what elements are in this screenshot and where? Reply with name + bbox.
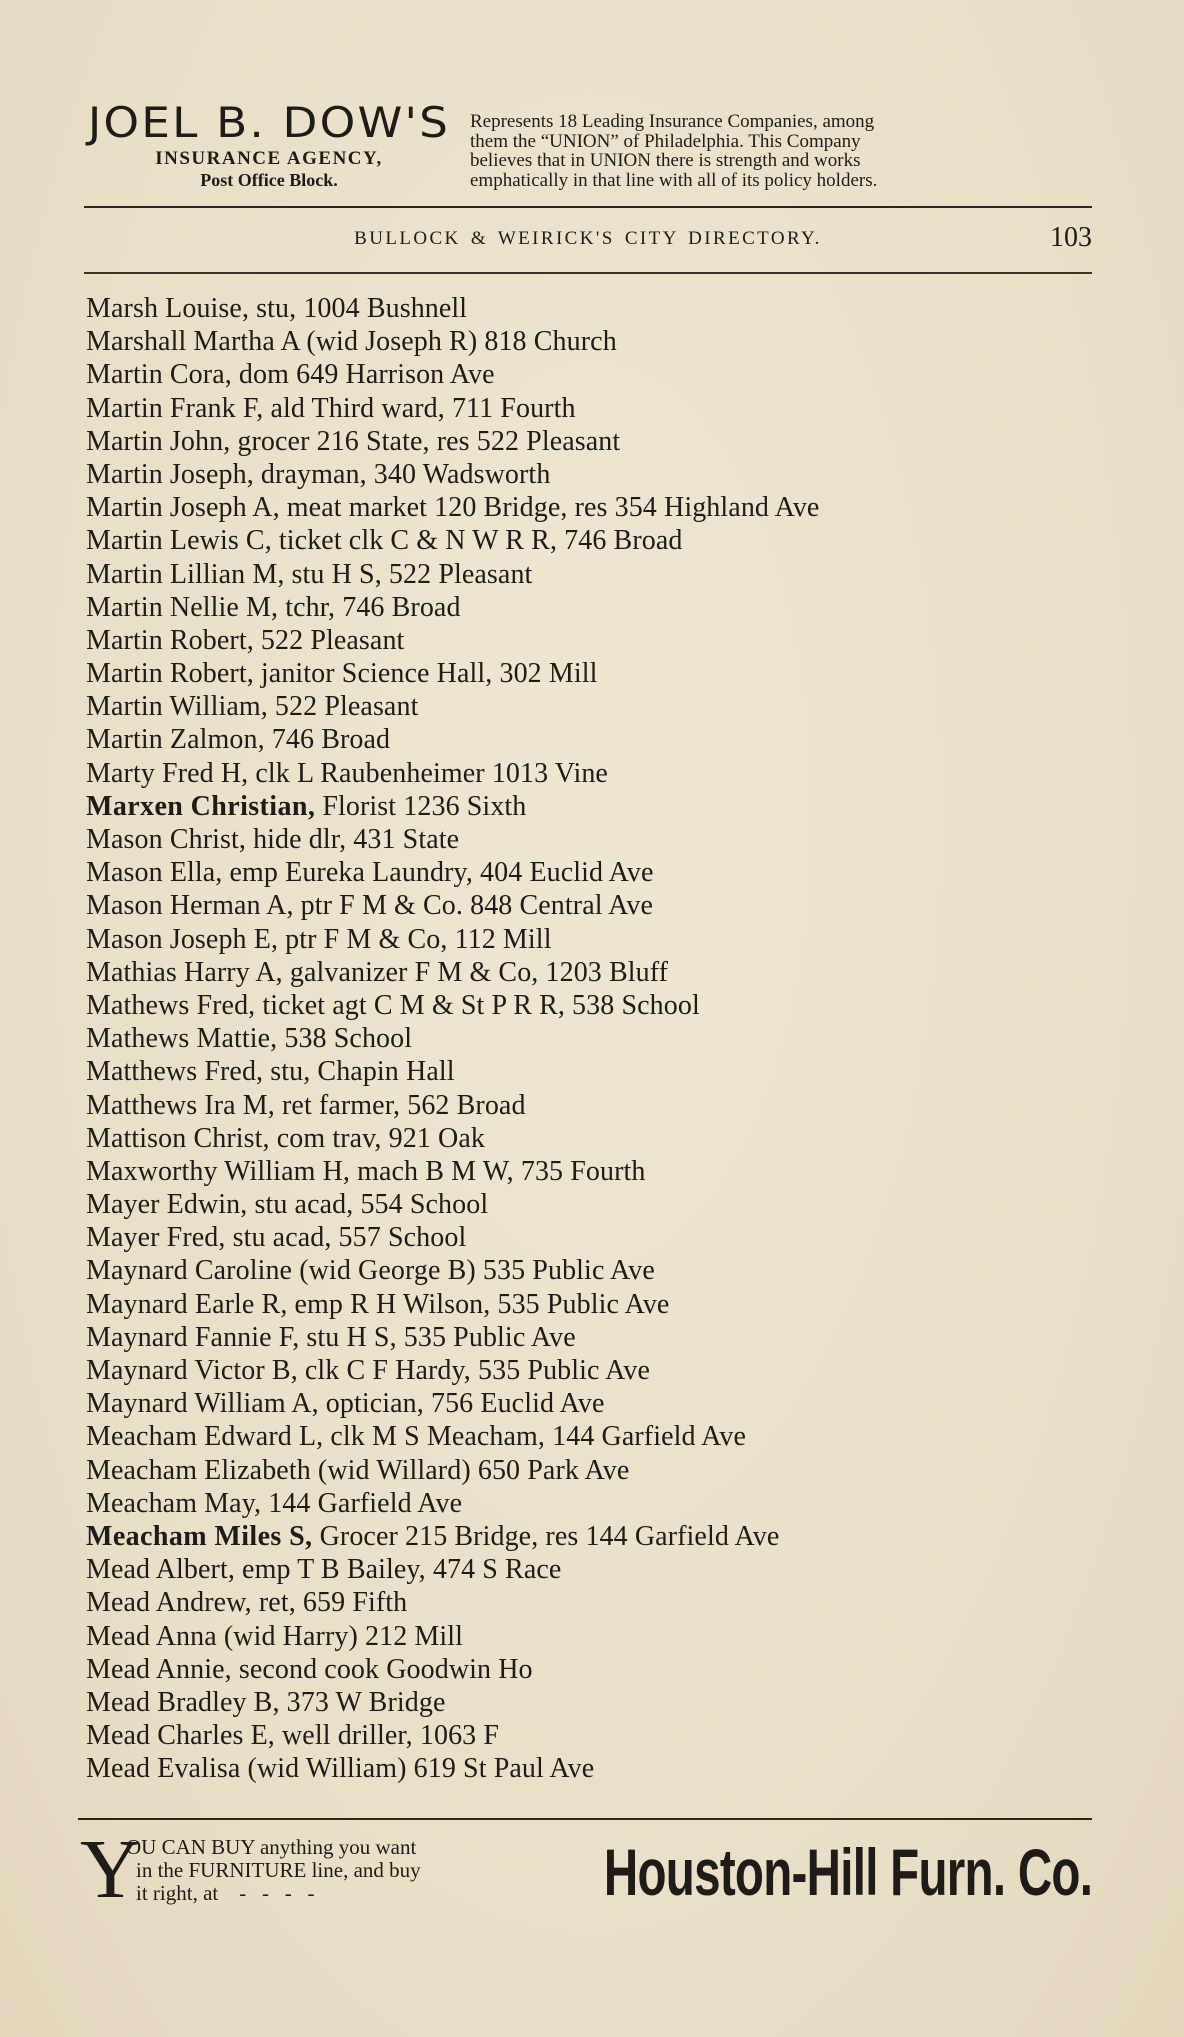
entry-text: Mead Albert, emp T B Bailey, 474 S Race bbox=[86, 1554, 562, 1586]
entry-text: Matthews Fred, stu, Chapin Hall bbox=[86, 1056, 455, 1088]
directory-entry bbox=[86, 923, 1096, 956]
directory-entry bbox=[86, 823, 1096, 856]
directory-entry bbox=[86, 889, 1096, 922]
directory-entry bbox=[86, 1254, 1096, 1287]
entry-text: Martin Frank F, ald Third ward, 711 Fourth bbox=[86, 392, 576, 424]
directory-entry bbox=[86, 458, 1096, 491]
entry-text: Grocer 215 Bridge, res 144 Garfield Ave bbox=[312, 1520, 780, 1552]
directory-entry bbox=[86, 292, 1096, 325]
top-divider bbox=[84, 206, 1092, 208]
directory-entry bbox=[86, 657, 1096, 690]
entry-text: Martin Joseph, drayman, 340 Wadsworth bbox=[86, 458, 551, 490]
running-header bbox=[84, 222, 1092, 262]
furniture-advertisement bbox=[80, 1823, 1092, 1944]
furniture-company-name: Houston-Hill Furn. Co. bbox=[603, 1835, 1092, 1909]
directory-entry bbox=[86, 690, 1096, 723]
entry-text: Mathews Mattie, 538 School bbox=[86, 1023, 413, 1055]
agency-description-line: believes that in UNION there is strength and works bbox=[470, 150, 861, 171]
directory-entry bbox=[86, 1122, 1096, 1155]
directory-entries bbox=[86, 292, 1096, 1785]
directory-entry bbox=[86, 1089, 1096, 1122]
directory-entry bbox=[86, 1653, 1096, 1686]
directory-entry bbox=[86, 1420, 1096, 1453]
entry-text: Martin Robert, janitor Science Hall, 302 Mill bbox=[86, 658, 598, 690]
entry-bold-name: Marxen Christian, bbox=[86, 790, 316, 822]
directory-entry bbox=[86, 989, 1096, 1022]
entry-text: Martin Robert, 522 Pleasant bbox=[86, 624, 405, 656]
entry-text: Marsh Louise, stu, 1004 Bushnell bbox=[86, 293, 468, 324]
entry-text: Maynard Victor B, clk C F Hardy, 535 Public Ave bbox=[86, 1355, 650, 1386]
entry-text: Maynard Earle R, emp R H Wilson, 535 Public Ave bbox=[86, 1288, 670, 1320]
entry-text: Martin Lewis C, ticket clk C & N W R R, 746 Broad bbox=[86, 525, 683, 557]
entry-text: Florist 1236 Sixth bbox=[315, 790, 527, 822]
directory-entry bbox=[86, 1188, 1096, 1221]
entry-text: Mason Joseph E, ptr F M & Co, 112 Mill bbox=[86, 923, 552, 955]
directory-entry bbox=[86, 1155, 1096, 1188]
agency-description bbox=[470, 112, 1178, 190]
entry-text: Mead Evalisa (wid William) 619 St Paul Ave bbox=[86, 1753, 595, 1785]
entry-text: Mathias Harry A, galvanizer F M & Co, 1203 Bluff bbox=[86, 956, 669, 988]
entry-text: Martin William, 522 Pleasant bbox=[86, 691, 419, 723]
directory-entry bbox=[86, 1022, 1096, 1055]
insurance-advertisement bbox=[84, 100, 1092, 200]
directory-entry bbox=[86, 1454, 1096, 1487]
entry-text: Martin Cora, dom 649 Harrison Ave bbox=[86, 359, 495, 391]
directory-entry bbox=[86, 1620, 1096, 1653]
directory-entry bbox=[86, 624, 1096, 657]
entry-text: Mead Annie, second cook Goodwin Ho bbox=[86, 1653, 533, 1685]
entry-text: Meacham Elizabeth (wid Willard) 650 Park Ave bbox=[86, 1454, 630, 1486]
entry-text: Meacham Edward L, clk M S Meacham, 144 Garfield Ave bbox=[86, 1421, 747, 1453]
entry-text: Mason Herman A, ptr F M & Co. 848 Central Ave bbox=[86, 890, 654, 922]
entry-text: Mayer Fred, stu acad, 557 School bbox=[86, 1222, 467, 1254]
agency-owner-name: JOEL B. DOW'S bbox=[87, 98, 451, 147]
directory-entry bbox=[86, 425, 1096, 458]
agency-address: Post Office Block. bbox=[200, 170, 338, 190]
entry-text: Mathews Fred, ticket agt C M & St P R R, 538 School bbox=[86, 989, 700, 1021]
agency-description-line: Represents 18 Leading Insurance Companies, among bbox=[470, 111, 875, 132]
entry-text: Mead Andrew, ret, 659 Fifth bbox=[86, 1587, 408, 1619]
directory-entry bbox=[86, 1752, 1096, 1785]
agency-description-line: them the “UNION” of Philadelphia. This Company bbox=[470, 130, 861, 152]
directory-entry bbox=[86, 358, 1096, 391]
directory-entry bbox=[86, 1055, 1096, 1088]
entry-text: Maynard Fannie F, stu H S, 535 Public Ave bbox=[86, 1321, 576, 1353]
directory-entry bbox=[86, 1686, 1096, 1719]
entry-text: Maynard William A, optician, 756 Euclid Ave bbox=[86, 1388, 605, 1420]
entry-text: Martin Lillian M, stu H S, 522 Pleasant bbox=[86, 558, 533, 590]
entry-text: Mattison Christ, com trav, 921 Oak bbox=[86, 1122, 485, 1154]
directory-entry bbox=[86, 757, 1096, 790]
entry-text: Martin Joseph A, meat market 120 Bridge, res 354 Highland Ave bbox=[86, 492, 820, 524]
entry-text: Marshall Martha A (wid Joseph R) 818 Church bbox=[86, 326, 617, 358]
entry-text: Mead Anna (wid Harry) 212 Mill bbox=[86, 1620, 464, 1652]
furniture-ad-line: in the FURNITURE line, and buy bbox=[136, 1858, 421, 1882]
header-divider bbox=[84, 272, 1092, 274]
bottom-divider bbox=[78, 1818, 1092, 1820]
directory-entry bbox=[86, 1221, 1096, 1254]
furniture-ad-line: OU CAN BUY anything you want bbox=[126, 1835, 417, 1859]
entry-text: Mayer Edwin, stu acad, 554 School bbox=[86, 1189, 489, 1221]
entry-text: Martin John, grocer 216 State, res 522 Pleasant bbox=[86, 425, 621, 457]
entry-text: Martin Nellie M, tchr, 746 Broad bbox=[86, 591, 461, 623]
entry-text: Meacham May, 144 Garfield Ave bbox=[86, 1487, 463, 1519]
agency-label: INSURANCE AGENCY, bbox=[155, 148, 383, 169]
directory-entry bbox=[86, 325, 1096, 358]
directory-entry bbox=[86, 1288, 1096, 1321]
entry-text: Mead Bradley B, 373 W Bridge bbox=[86, 1686, 446, 1718]
entry-text: Matthews Ira M, ret farmer, 562 Broad bbox=[86, 1089, 526, 1121]
agency-masthead bbox=[84, 100, 454, 190]
directory-entry bbox=[86, 723, 1096, 756]
directory-entry bbox=[86, 392, 1096, 425]
entry-text: Mason Christ, hide dlr, 431 State bbox=[86, 824, 460, 855]
directory-entry bbox=[86, 1321, 1096, 1354]
furniture-ad-line: it right, at - - - - bbox=[136, 1881, 315, 1905]
agency-description-line: emphatically in that line with all of its policy holders. bbox=[470, 169, 878, 191]
directory-entry bbox=[86, 1719, 1096, 1752]
directory-entry bbox=[86, 1354, 1096, 1387]
directory-entry bbox=[86, 1553, 1096, 1586]
directory-entry bbox=[86, 558, 1096, 591]
entry-text: Mead Charles E, well driller, 1063 F bbox=[86, 1720, 500, 1752]
directory-entry bbox=[86, 591, 1096, 624]
directory-entry bbox=[86, 1387, 1096, 1420]
page-number: 103 bbox=[1050, 222, 1092, 253]
directory-entry bbox=[86, 491, 1096, 524]
entry-text: Mason Ella, emp Eureka Laundry, 404 Euclid Ave bbox=[86, 857, 654, 889]
entry-text: Maynard Caroline (wid George B) 535 Public Ave bbox=[86, 1255, 655, 1287]
entry-bold-name: Meacham Miles S, bbox=[86, 1520, 313, 1552]
directory-entry bbox=[86, 1520, 1096, 1553]
drop-cap: Y bbox=[80, 1823, 141, 1916]
directory-entry bbox=[86, 956, 1096, 989]
entry-text: Martin Zalmon, 746 Broad bbox=[86, 724, 391, 756]
directory-title: BULLOCK & WEIRICK'S CITY DIRECTORY. bbox=[354, 228, 822, 249]
directory-entry bbox=[86, 1487, 1096, 1520]
directory-entry bbox=[86, 1586, 1096, 1619]
furniture-ad-copy bbox=[126, 1836, 421, 1905]
entry-text: Maxworthy William H, mach B M W, 735 Fourth bbox=[86, 1155, 646, 1187]
directory-entry bbox=[86, 790, 1096, 823]
directory-entry bbox=[86, 524, 1096, 557]
entry-text: Marty Fred H, clk L Raubenheimer 1013 Vine bbox=[86, 757, 608, 789]
directory-entry bbox=[86, 856, 1096, 889]
